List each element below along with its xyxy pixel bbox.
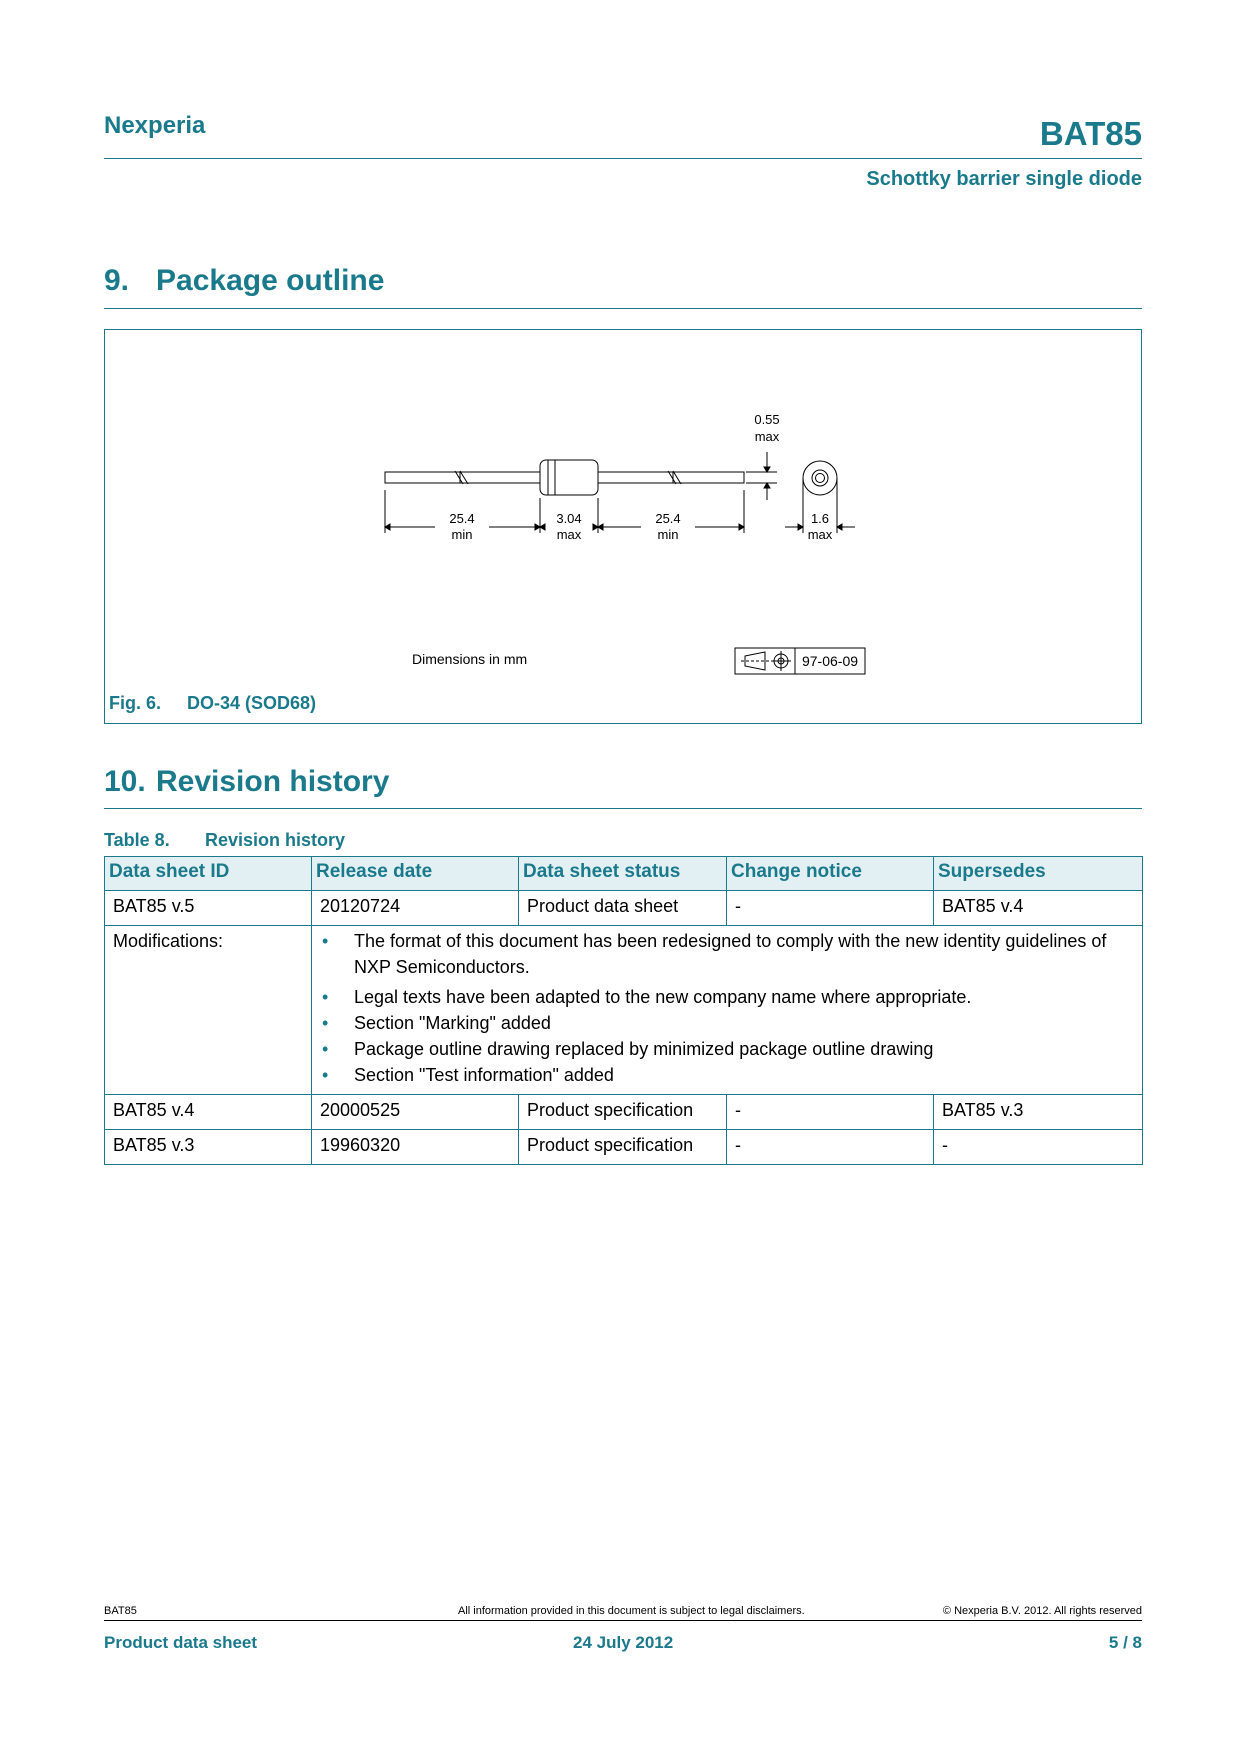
table-cell: - xyxy=(727,891,934,926)
table-row xyxy=(105,1095,1143,1130)
company-name: Nexperia xyxy=(104,112,206,139)
dim-lead1-value: 25.4 xyxy=(449,511,475,526)
dim-lead2-qualifier: min xyxy=(657,527,679,542)
dim-arrowheads-lead xyxy=(764,467,770,488)
footer-page-number: 5 / 8 xyxy=(1108,1633,1142,1652)
section-number: 9. xyxy=(104,264,130,297)
table-cell: BAT85 v.4 xyxy=(934,891,1143,926)
modifications-row xyxy=(105,926,1143,1095)
bullet-icon: • xyxy=(322,931,329,951)
list-item-text: Legal texts have been adapted to the new company name where appropriate. xyxy=(354,987,972,1007)
table-cell: BAT85 v.4 xyxy=(105,1095,312,1130)
table-cell: - xyxy=(727,1130,934,1165)
dim-lead1-qualifier: min xyxy=(451,527,473,542)
lead-right-inner xyxy=(598,472,673,483)
list-item-text: Section "Marking" added xyxy=(354,1013,551,1033)
section-heading-revision-history xyxy=(104,765,389,799)
dim-body-qualifier: max xyxy=(556,527,582,542)
table-cell: Product specification xyxy=(519,1130,727,1165)
figure-caption xyxy=(109,693,316,714)
table-cell: 20120724 xyxy=(312,891,519,926)
bullet-icon: • xyxy=(322,987,329,1007)
figure-title: DO-34 (SOD68) xyxy=(187,693,317,713)
revision-history-table xyxy=(104,856,1143,1165)
column-header: Data sheet status xyxy=(519,857,727,891)
list-item-text: The format of this document has been redesigned to comply with the new identity guidelines of NXP Semiconductors. xyxy=(354,931,1107,977)
bullet-icon: • xyxy=(322,1065,329,1085)
figure-box xyxy=(104,329,1142,724)
table-row xyxy=(105,1130,1143,1165)
table-cell: BAT85 v.5 xyxy=(105,891,312,926)
table-cell: 20000525 xyxy=(312,1095,519,1130)
lead-left-outer xyxy=(385,472,460,483)
table-header-row xyxy=(105,857,1143,891)
section-divider xyxy=(104,808,1142,809)
list-item xyxy=(320,1036,1134,1062)
column-header: Change notice xyxy=(727,857,934,891)
bullet-icon: • xyxy=(322,1039,329,1059)
column-header: Supersedes xyxy=(934,857,1143,891)
table-row xyxy=(105,891,1143,926)
package-outline-drawing xyxy=(105,330,1141,723)
dim-diameter-value: 1.6 xyxy=(810,511,830,526)
section-title: Package outline xyxy=(156,264,385,297)
modifications-cell xyxy=(312,926,1143,1095)
dim-lead2-value: 25.4 xyxy=(655,511,681,526)
footer-doc-id: BAT85 xyxy=(104,1605,137,1617)
table-cell: 19960320 xyxy=(312,1130,519,1165)
table-cell: BAT85 v.3 xyxy=(934,1095,1143,1130)
dim-diameter-qualifier: max xyxy=(807,527,833,542)
part-number: BAT85 xyxy=(1039,115,1142,152)
footer-disclaimer: All information provided in this document is subject to legal disclaimers. xyxy=(458,1605,805,1617)
footer-doc-type: Product data sheet xyxy=(104,1633,258,1652)
cathode-band xyxy=(548,460,555,495)
section-number: 10. xyxy=(104,765,146,798)
bullet-icon: • xyxy=(322,1013,329,1033)
list-item xyxy=(320,928,1134,980)
list-item xyxy=(320,1062,1134,1088)
table-cell: BAT85 v.3 xyxy=(105,1130,312,1165)
footer-divider xyxy=(104,1620,1142,1621)
dimensions-note: Dimensions in mm xyxy=(412,651,528,667)
column-header: Release date xyxy=(312,857,519,891)
list-item xyxy=(320,984,1134,1010)
table-cell: - xyxy=(934,1130,1143,1165)
document-subtitle: Schottky barrier single diode xyxy=(866,168,1142,190)
drawing-date-code: 97-06-09 xyxy=(801,653,859,669)
list-item-text: Package outline drawing replaced by minimized package outline drawing xyxy=(354,1039,934,1059)
header-divider xyxy=(104,158,1142,159)
end-view-inner xyxy=(816,474,825,483)
table-title: Revision history xyxy=(205,830,346,850)
modifications-label: Modifications: xyxy=(105,926,312,1095)
column-header: Data sheet ID xyxy=(105,857,312,891)
section-heading-package-outline xyxy=(104,264,384,298)
section-title: Revision history xyxy=(156,765,390,798)
dim-body-value: 3.04 xyxy=(556,511,582,526)
footer-copyright: © Nexperia B.V. 2012. All rights reserved xyxy=(942,1605,1142,1617)
table-cell: - xyxy=(727,1095,934,1130)
section-divider xyxy=(104,308,1142,309)
table-cell: Product specification xyxy=(519,1095,727,1130)
list-item xyxy=(320,1010,1134,1036)
dim-lead-diameter-value: 0.55 xyxy=(754,412,780,427)
figure-number: Fig. 6. xyxy=(109,693,162,713)
modifications-list xyxy=(320,928,1134,1088)
footer-date: 24 July 2012 xyxy=(573,1633,674,1652)
dim-lead-diameter-qualifier: max xyxy=(754,429,780,444)
list-item-text: Section "Test information" added xyxy=(354,1065,614,1085)
lead-left-inner xyxy=(460,472,540,483)
table-number: Table 8. xyxy=(104,830,170,850)
table-cell: Product data sheet xyxy=(519,891,727,926)
lead-right-outer xyxy=(673,472,744,483)
table-caption xyxy=(104,830,345,851)
